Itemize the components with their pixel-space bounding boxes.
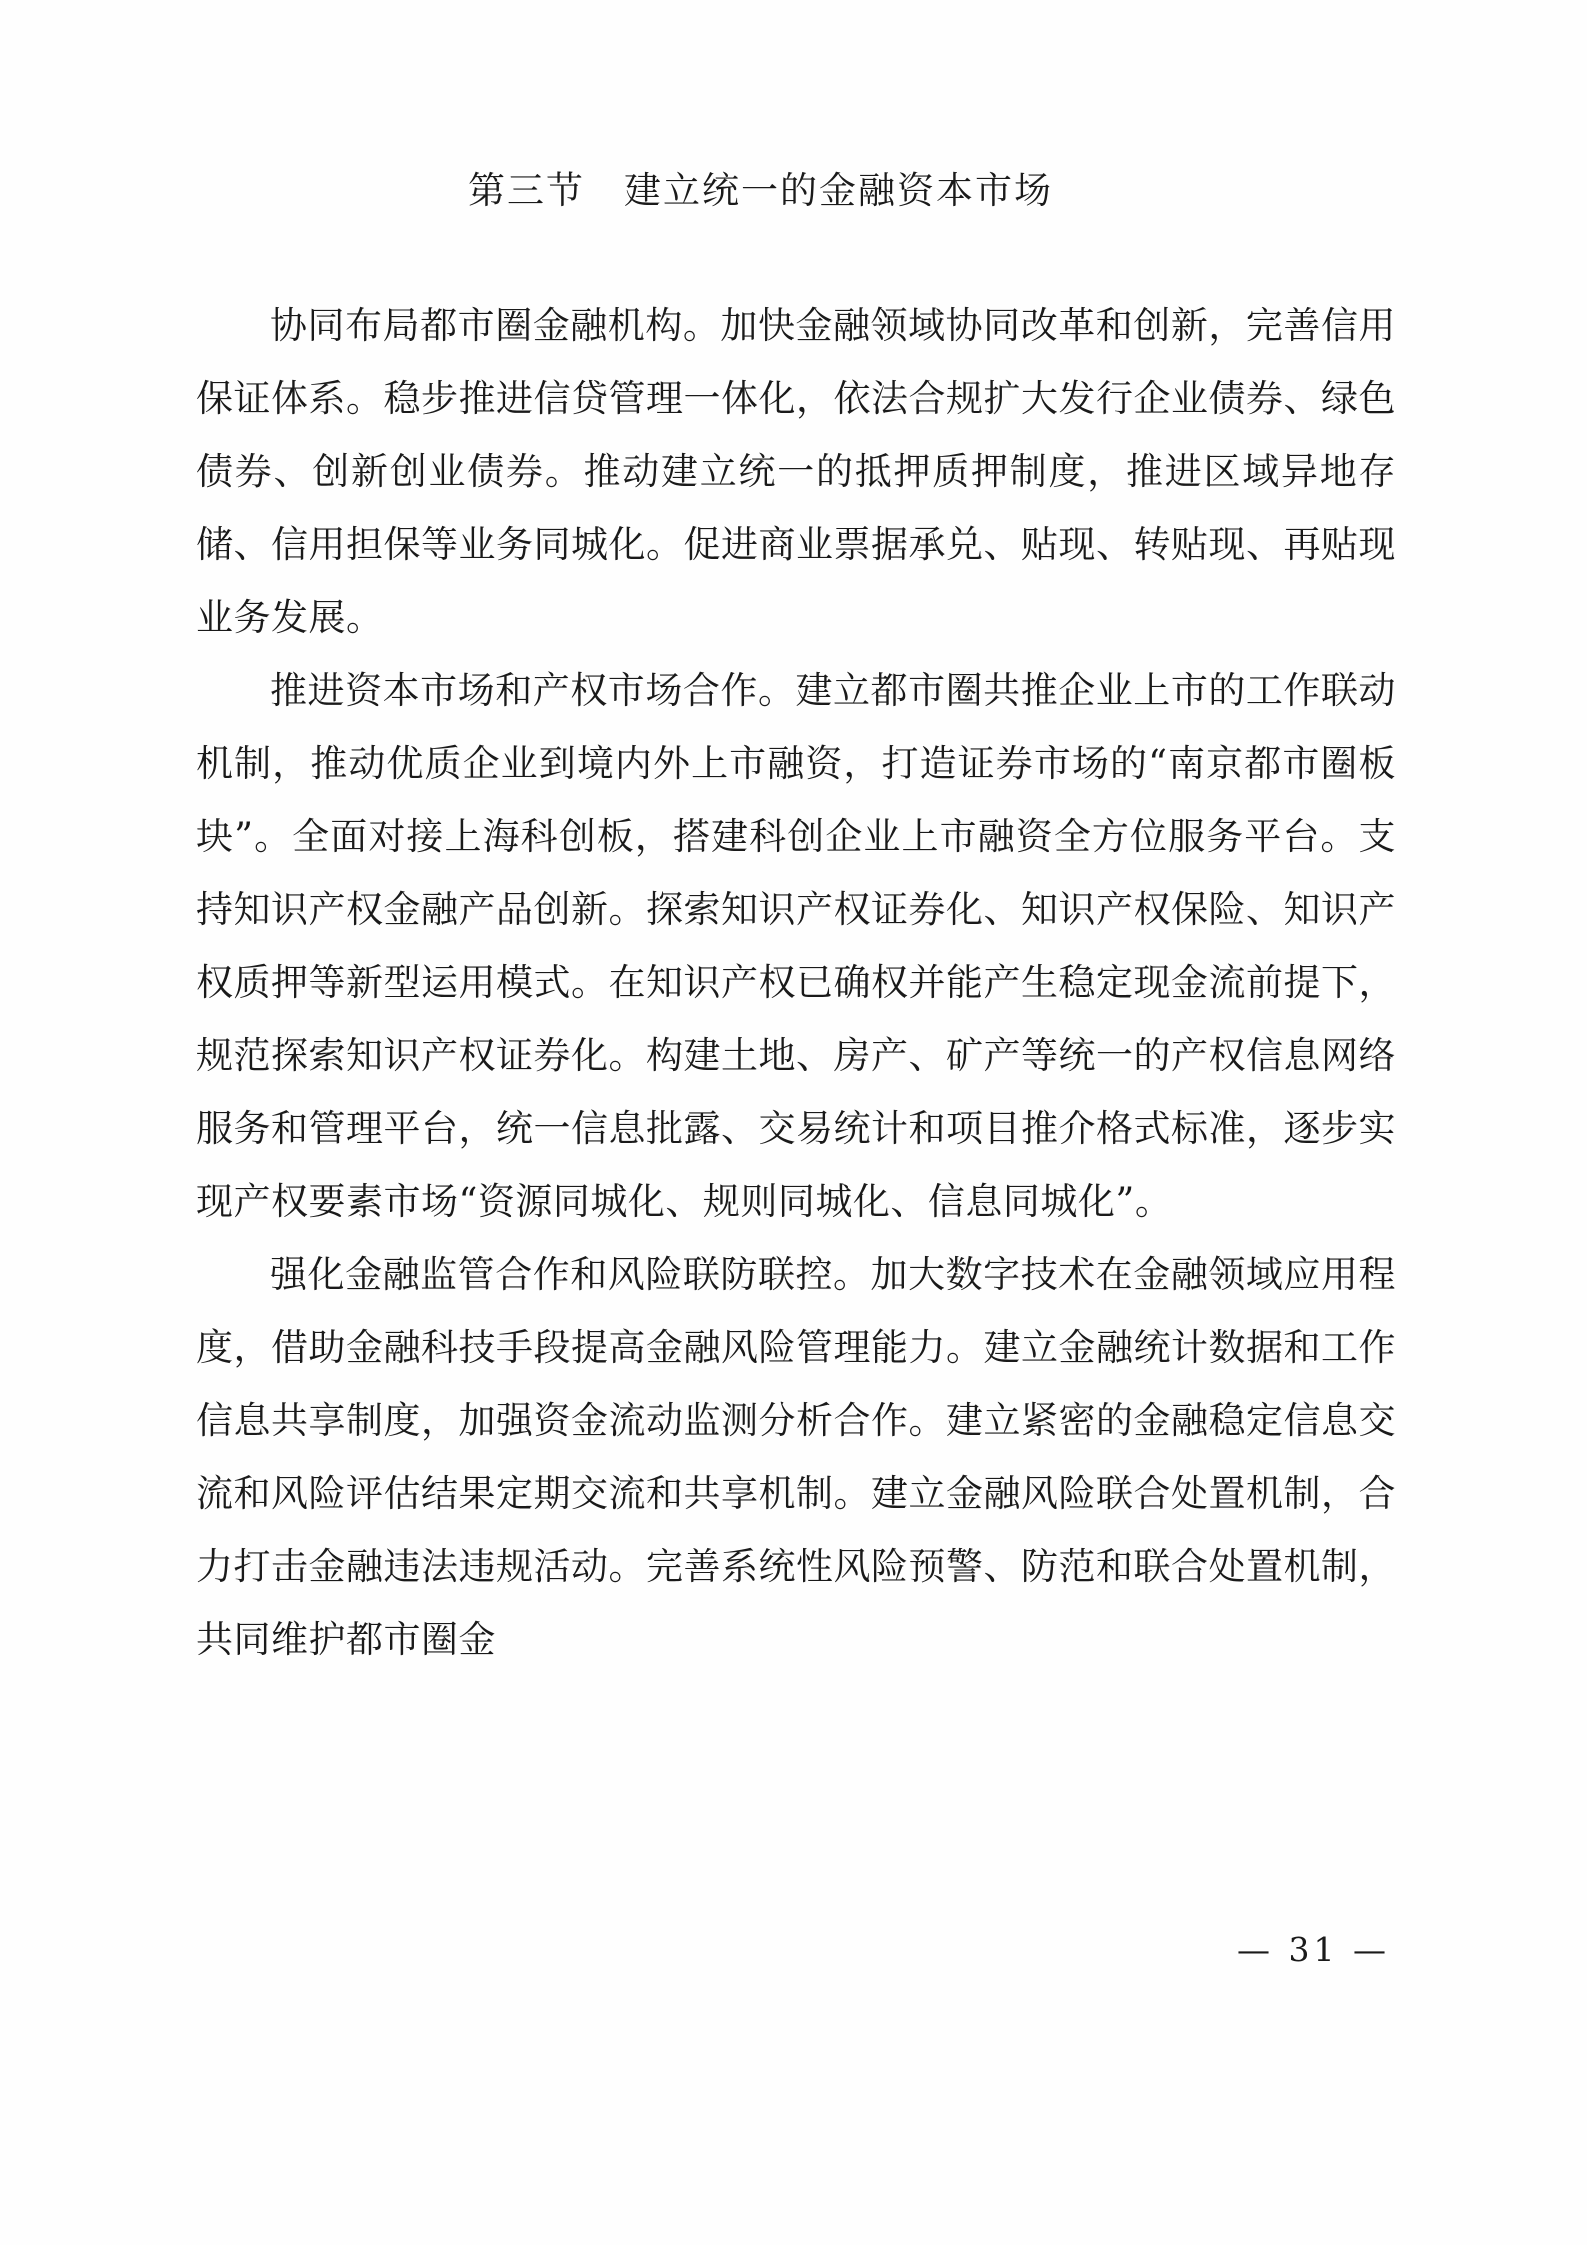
paragraph-2: 推进资本市场和产权市场合作。建立都市圈共推企业上市的工作联动机制，推动优质企业到境内外上市融资，打造证券市场的“南京都市圈板块”。全面对接上海科创板，搭建科创企业上市融资全方位服务平台。支持知识产权金融产品创新。探索知识产权证券化、知识产权保险、知识产权质押等新型运用模式。在知识产权已确权并能产生稳定现金流前提下，规范探索知识产权证券化。构建土地、房产、矿产等统一的产权信息网络服务和管理平台，统一信息批露、交易统计和项目推介格式标准，逐步实现产权要素市场“资源同城化、规则同城化、信息同城化”。 (196, 668, 1396, 1223)
page-content (196, 165, 1396, 1676)
section-title: 第三节 建立统一的金融资本市场 (468, 169, 1053, 212)
paragraph-3: 强化金融监管合作和风险联防联控。加大数字技术在金融领域应用程度，借助金融科技手段提高金融风险管理能力。建立金融统计数据和工作信息共享制度，加强资金流动监测分析合作。建立紧密的金融稳定信息交流和风险评估结果定期交流和共享机制。建立金融风险联合处置机制，合力打击金融违法违规活动。完善系统性风险预警、防范和联合处置机制，共同维护都市圈金 (196, 1252, 1396, 1661)
page-number: — 31 — (1237, 1930, 1390, 1969)
body-text (196, 289, 1396, 1676)
paragraph-1: 协同布局都市圈金融机构。加快金融领域协同改革和创新，完善信用保证体系。稳步推进信贷管理一体化，依法合规扩大发行企业债券、绿色债券、创新创业债券。推动建立统一的抵押质押制度，推进区域异地存储、信用担保等业务同城化。促进商业票据承兑、贴现、转贴现、再贴现业务发展。 (196, 303, 1396, 639)
